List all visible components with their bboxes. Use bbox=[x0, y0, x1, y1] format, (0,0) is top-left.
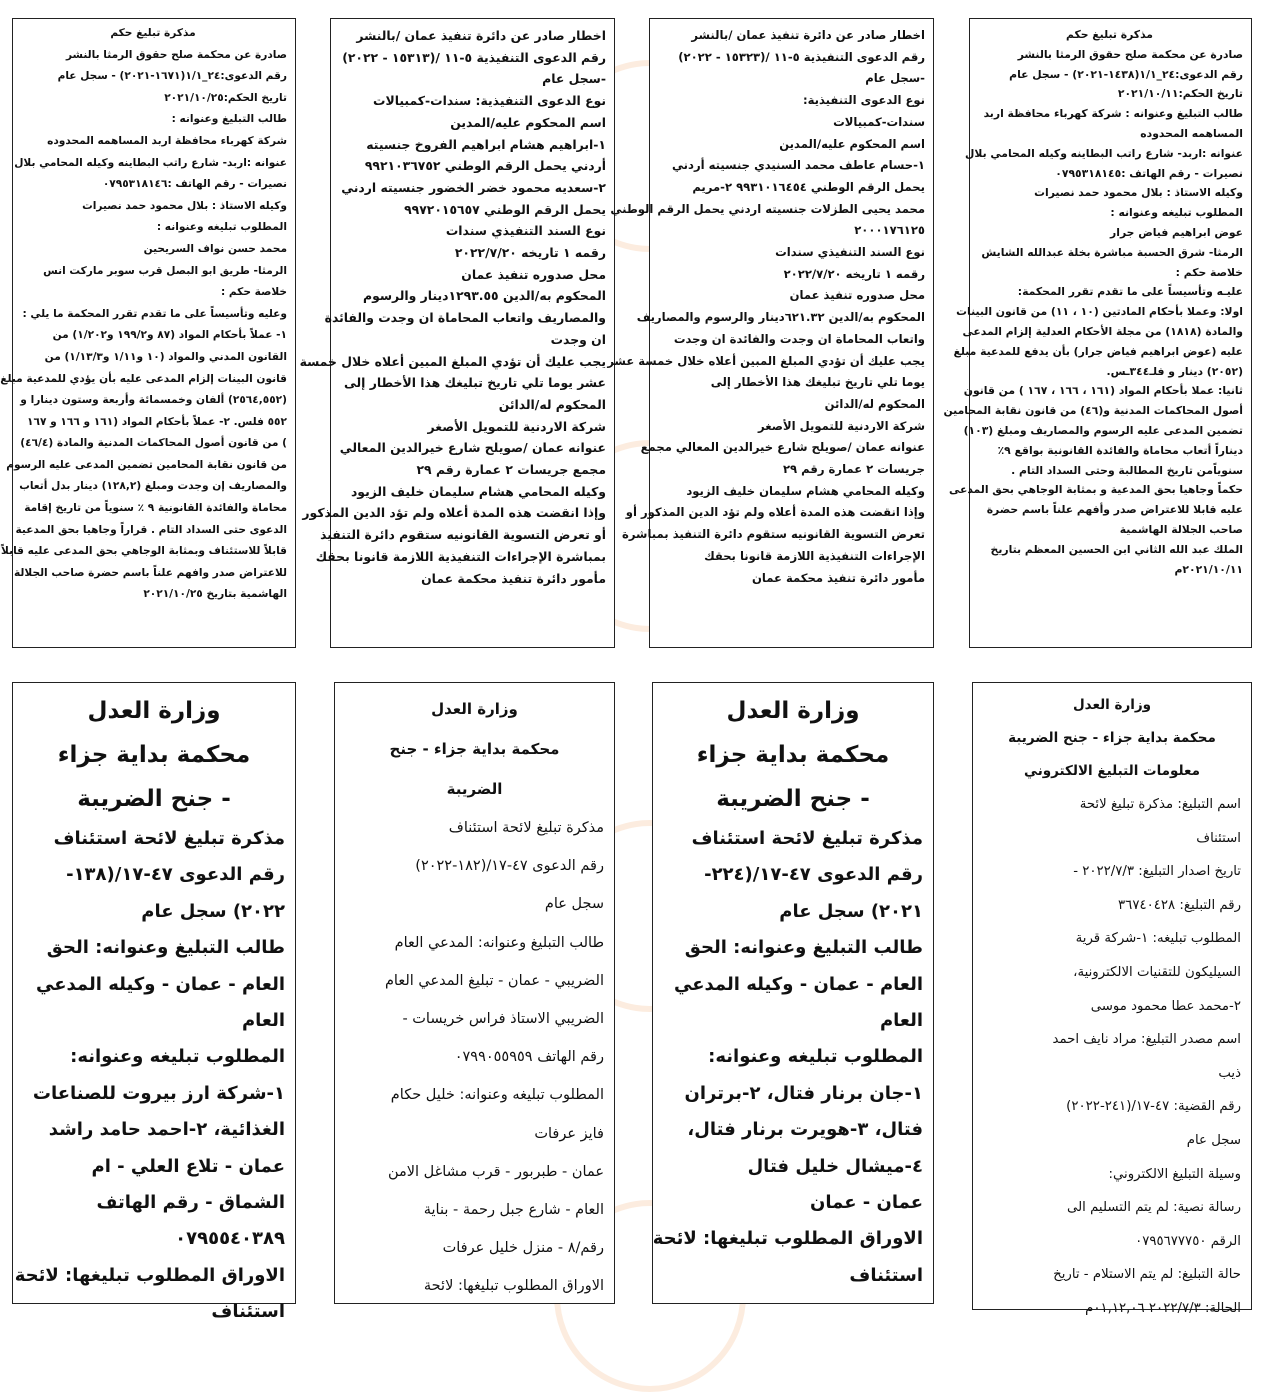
notice-line: العام bbox=[879, 1010, 923, 1032]
notice-line: الرمثا- شرق الحسبة مباشرة بخلة عبدالله الشايش bbox=[981, 245, 1243, 259]
notice-line: رقم الدعوى:٢٤_١/١(١٦٧١-٢٠٢١) - سجل عام bbox=[57, 70, 287, 83]
notice-line: عليه (عوض ابراهيم فياض جرار) بأن يدفع للمدعية مبلغ bbox=[953, 344, 1243, 358]
notice-line: ٢٠٢١/١٠/١١م bbox=[1174, 562, 1243, 576]
notice-line: استئناف bbox=[1196, 830, 1241, 846]
notice-line: المحكوم له/الدائن bbox=[498, 396, 606, 412]
ministry-title: وزارة العدل bbox=[87, 698, 221, 724]
notice-line: تعرض التسوية القانونيه ستقوم دائرة التنفيذ بمباشرة bbox=[621, 527, 925, 542]
notice-line: الاوراق المطلوب تبليغها: لائحة bbox=[423, 1278, 604, 1295]
notice-line: ١- عملاً بأحكام المواد (٨٧ و١٩٩/٢ و١/٢٠٢) من bbox=[52, 329, 287, 342]
notice-line: والمادة (١٨١٨) من مجلة الأحكام العدلية إلزام المدعى bbox=[962, 324, 1243, 338]
notice-line: رقم الدعوى التنفيذية ٥-١١ /(١٥٣٢٣ - ٢٠٢٢) bbox=[678, 49, 925, 64]
notice-line: ١-ابراهيم هشام ابراهيم الفروخ جنسيته bbox=[366, 136, 606, 152]
notice-line: أردني يحمل الرقم الوطني ٩٩٢١٠٣٦٧٥٢ bbox=[364, 158, 606, 174]
notice-line: يجب عليك أن تؤدي المبلغ المبين أعلاه خلال خمسة عشر bbox=[607, 353, 925, 368]
notice-text bbox=[943, 19, 1251, 579]
notice-line: نصيرات - رقم الهاتف :٠٧٩٥٣١٨١٤٦ bbox=[102, 178, 287, 191]
notice-line: الإجراءات التنفيذية اللازمة قانونا بحقك bbox=[704, 548, 925, 563]
notice-line: تضمين المدعى عليه الرسوم والمصاريف ومبلغ (١٠٣) bbox=[963, 423, 1243, 437]
notice-line: نوع السند التنفيذي سندات bbox=[445, 223, 606, 239]
notice-line: اسم المحكوم عليه/المدين bbox=[450, 114, 606, 130]
notice-line: ١-جان برنار فتال، ٢-برتران bbox=[684, 1082, 923, 1104]
notice-line: مذكرة تبليغ حكم bbox=[110, 27, 196, 39]
ministry-title: وزارة العدل bbox=[1072, 697, 1152, 713]
notice-line: -سجل عام bbox=[865, 71, 925, 86]
notice-line: المحكوم به/الدين ٦٢١.٣٢دينار والرسوم والمصاريف bbox=[636, 310, 925, 325]
notice-line: ٢-محمد عطا محمود موسى bbox=[1090, 998, 1241, 1014]
notice-line: طالب التبليغ وعنوانه: الحق bbox=[684, 937, 923, 959]
notice-line: عشر يوما تلي تاريخ تبليغك هذا الأخطار إلى bbox=[343, 375, 606, 391]
notice-line: طالب التبليغ وعنوانه : شركة كهرباء محافظة اربد bbox=[983, 107, 1243, 121]
notice-line: العام - عمان - وكيله المدعي bbox=[36, 973, 285, 995]
notice-line: أصول المحاكمات المدنية و(٤٦) من قانون نقابة المحامين bbox=[943, 404, 1243, 418]
notice-line: محمد يحيى الطزلات جنسيته اردني يحمل الرقم الوطني bbox=[610, 201, 925, 216]
notice-line: المطلوب تبليغه وعنوانه : bbox=[156, 221, 287, 234]
notice-text bbox=[652, 821, 923, 1294]
notice-line: خلاصة حكم : bbox=[220, 286, 287, 299]
notice-line: ١-شركة ارز بيروت للصناعات bbox=[32, 1082, 285, 1104]
notice-line: اسم المحكوم عليه/المدين bbox=[779, 136, 925, 151]
notice-line: -سجل عام bbox=[542, 71, 606, 87]
court-subtitle: - جنح الضريبة bbox=[716, 786, 870, 812]
notice-line: للاعتراض صدر وافهم علناً باسم حضرة صاحب الجلالة bbox=[14, 566, 287, 579]
notice-line: الدعوى حتى السداد التام . قراراً وجاهيا بحق المدعية bbox=[15, 523, 287, 536]
notice-line: العام - شارع جبل رحمة - بناية bbox=[423, 1202, 604, 1219]
notice-line: رسالة نصية: لم يتم التسليم الى bbox=[1067, 1200, 1241, 1216]
notice-line: قانون البينات إلزام المدعى عليه بأن يؤدي للمدعية مبلغ bbox=[0, 372, 287, 385]
notice-line: عمان - طبربور - قرب مشاغل الامن bbox=[387, 1163, 604, 1180]
notice-line: الضريبي - عمان - تبليغ المدعي العام bbox=[384, 972, 604, 989]
notice-line: صادرة عن محكمة صلح حقوق الرمثا بالنشر bbox=[1017, 47, 1243, 61]
notice-line: رقم الدعوى ٤٧-١٧/(١٣٨- bbox=[66, 864, 285, 886]
notice-amman-execution-2 bbox=[607, 18, 934, 648]
notice-line: الملك عبد الله الثاني ابن الحسين المعظم بتاريخ bbox=[990, 542, 1243, 556]
notice-line: حكماً وجاهيا بحق المدعية و بمثابة الوجاهي بحق المدعى bbox=[949, 483, 1243, 497]
notice-line: تاريخ اصدار التبليغ: ٢٠٢٢/٧/٣ - bbox=[1073, 864, 1241, 880]
notice-text bbox=[299, 19, 614, 589]
notice-line: محل صدوره تنفيذ عمان bbox=[461, 266, 606, 282]
notice-line: رقم الدعوى التنفيذية ٥-١١ /(١٥٣١٣ - ٢٠٢٢) bbox=[342, 49, 606, 65]
notice-line: سجل عام bbox=[1186, 1132, 1241, 1148]
notice-line: والمصاريف واتعاب المحاماة ان وجدت والفائدة bbox=[324, 310, 606, 326]
notice-line: ٠٧٩٥٥٤٠٣٨٩ bbox=[175, 1228, 285, 1250]
notice-text bbox=[14, 821, 285, 1331]
notice-line: قابلاً للاستئناف وبمثابة الوجاهي بحق المدعى عليه قابلاً bbox=[1, 545, 287, 558]
notice-line: اسم مصدر التبليغ: مراد نايف احمد bbox=[1052, 1032, 1241, 1048]
notice-line: يحمل الرقم الوطني ٩٩٧٢٠١٥٦٥٧ bbox=[404, 201, 606, 217]
notice-line: ديناراً أتعاب محاماة والفائدة القانونية بواقع ٩٪ bbox=[997, 443, 1243, 457]
notice-line: عمان - تلاع العلي - ام bbox=[91, 1155, 285, 1177]
notice-line: مذكرة تبليغ لائحة استئناف bbox=[53, 828, 285, 849]
notice-line: عنوانه عمان /صويلح شارع خيرالدين المعالي bbox=[339, 440, 606, 456]
notice-line: نصيرات - رقم الهاتف :٠٧٩٥٣١٨١٤٥ bbox=[1055, 166, 1243, 180]
notice-line: المطلوب تبليغه وعنوانه: bbox=[70, 1046, 285, 1068]
notice-line: والمصاريف إن وجدت ومبلغ (١٢٨,٢) دينار بدل أتعاب bbox=[19, 480, 287, 493]
notice-line: المساهمه المحدوده bbox=[1140, 126, 1243, 140]
notice-line: عوض ابراهيم فياض جرار bbox=[1110, 225, 1243, 239]
notice-line: المحكوم له/الدائن bbox=[824, 396, 925, 411]
notice-line: مجمع جريسات ٢ عمارة رقم ٢٩ bbox=[416, 462, 606, 478]
notice-ramtha-judgment-2 bbox=[943, 18, 1252, 648]
notice-line: اسم التبليغ: مذكرة تبليغ لائحة bbox=[1079, 797, 1241, 812]
notice-tax-appeal-3 bbox=[652, 682, 934, 1304]
notice-line: القانون المدني والمواد (١٠ و١/١١ و١/١٣/٣) من bbox=[44, 350, 287, 363]
notice-line: عنوانه عمان /صويلح شارع خيرالدين المعالي مجمع bbox=[640, 440, 925, 455]
notice-line: محل صدوره تنفيذ عمان bbox=[789, 288, 925, 303]
notice-line: رقم الدعوى ٤٧-١٧/(١٨٢-٢٠٢٢) bbox=[415, 858, 604, 875]
notice-line: ٢٠٢٢) سجل عام bbox=[141, 900, 285, 922]
notice-line: ) من قانون أصول المحاكمات المدنية والمادة (٤٦/٤) bbox=[20, 437, 287, 450]
notice-line: رقمه ١ تاريخه ٢٠٢٢/٧/٢٠ bbox=[454, 245, 606, 261]
notice-line: عليـه وتأسيساً على ما تقدم تقرر المحكمة: bbox=[1017, 285, 1243, 299]
notice-line: السيليكون للتقنيات الالكترونية، bbox=[1073, 964, 1241, 980]
notice-line: وكيله المحامي هشام سليمان خليف الزيود bbox=[350, 483, 606, 499]
notice-line: حالة التبليغ: لم يتم الاستلام - تاريخ bbox=[1053, 1267, 1241, 1283]
notice-line: مذكرة تبليغ حكم bbox=[1066, 28, 1153, 41]
notice-line: فتال، ٣-هويرت برنار فتال، bbox=[687, 1119, 923, 1141]
notice-line: عنوانه :اربد- شارع راتب البطاينه وكيله المحامي بلال bbox=[965, 146, 1243, 160]
notice-line: نوع السند التنفيذي سندات bbox=[775, 245, 925, 260]
notice-amman-execution-1 bbox=[299, 18, 615, 648]
notice-line: المطلوب تبليغه وعنوانه : bbox=[1110, 206, 1243, 220]
notice-electronic-notification bbox=[972, 682, 1252, 1316]
notice-line: سنوياًمن تاريخ المطالبة وحتى السداد التام . bbox=[1011, 463, 1243, 477]
notice-line: وإذا انقضت هذه المدة أعلاه ولم تؤد الدين المذكور أو bbox=[625, 505, 925, 520]
section-title: معلومات التبليغ الالكتروني bbox=[1024, 763, 1200, 779]
notice-line: جريسات ٢ عمارة رقم ٢٩ bbox=[782, 462, 925, 477]
notice-line: طالب التبليغ وعنوانه: المدعي العام bbox=[394, 934, 604, 951]
court-subtitle: الضريبة bbox=[446, 780, 503, 798]
notice-line: صادرة عن محكمة صلح حقوق الرمثا بالنشر bbox=[65, 48, 287, 61]
notice-line: اخطار صادر عن دائرة تنفيذ عمان /بالنشر bbox=[356, 28, 606, 43]
notice-line: اولا: وعملا بأحكام المادتين (١٠ ، ١١) من قانون البينات bbox=[956, 305, 1243, 319]
notice-line: رقم الدعوى ٤٧-١٧/(٢٢٤- bbox=[704, 864, 923, 886]
notice-ramtha-judgment-1 bbox=[0, 18, 296, 648]
notice-line: (٢٠٥٢) دينار و فلـ٣٤٤ـس. bbox=[1106, 364, 1243, 378]
notice-line: رقم/٨ - منزل خليل عرفات bbox=[442, 1240, 604, 1257]
notice-line: مأمور دائرة تنفيذ محكمة عمان bbox=[421, 570, 606, 586]
notice-line: تاريخ الحكم:٢٠٢١/١٠/١١ bbox=[1117, 87, 1243, 101]
notice-line: مذكرة تبليغ لائحة استئناف bbox=[691, 828, 923, 849]
notice-line: وكيله الاستاذ : بلال محمود حمد نصيرات bbox=[82, 199, 287, 212]
notice-line: ١-حسام عاطف محمد السنيدي جنسيته أردني bbox=[671, 158, 925, 173]
notice-line: طالب التبليغ وعنوانه : bbox=[171, 113, 287, 126]
notice-line: شركة الاردنية للتمويل الأصغر bbox=[427, 418, 606, 434]
notice-line: الرقم ٠٧٩٥٦٧٧٧٥٠ bbox=[1135, 1233, 1241, 1249]
court-title: محكمة بداية جزاء bbox=[696, 742, 890, 768]
notice-line: (٢٥٦٤,٥٥٢) ألفان وخمسمائة وأربعة وستون دينارا و bbox=[20, 394, 287, 407]
notice-line: اخطار صادر عن دائرة تنفيذ عمان /بالنشر bbox=[691, 28, 925, 42]
notice-line: الرمثا- طريق ابو البصل قرب سوبر ماركت انس bbox=[43, 264, 287, 277]
notice-line: وإذا انقضت هذه المدة أعلاه ولم تؤد الدين المذكور bbox=[302, 505, 606, 521]
ministry-title: وزارة العدل bbox=[726, 698, 860, 724]
notice-line: محاماة والفائدة القانونية ٩ ٪ سنوياً من تاريخ إقامة bbox=[24, 502, 287, 515]
notice-line: يجب عليك أن تؤدي المبلغ المبين أعلاه خلال خمسة bbox=[299, 353, 606, 369]
notice-line: نوع الدعوى التنفيذية: bbox=[802, 93, 925, 108]
notice-line: رقم الدعوى:٢٤_١/١(١٤٣٨-٢٠٢١) - سجل عام bbox=[1009, 67, 1243, 81]
notice-line: ٢٠٠٠١٧٦١٢٥ bbox=[854, 223, 925, 238]
notice-line: شركة كهرباء محافظة اربد المساهمه المحدوده bbox=[47, 134, 287, 147]
notice-line: يحمل الرقم الوطني ٩٩٣١٠١٦٤٥٤ ٢-مريم bbox=[692, 179, 925, 194]
notice-line: رقم الهاتف ٠٧٩٩٠٥٥٩٥٩ bbox=[454, 1049, 604, 1066]
notice-line: ٢-سعديه محمود خضر الخضور جنسيته اردني bbox=[341, 179, 606, 195]
notice-line: المحكوم به/الدين ١٢٩٣.٥٥دينار والرسوم bbox=[363, 288, 606, 304]
notice-line: الشماق - رقم الهاتف bbox=[96, 1192, 285, 1214]
notice-line: بمباشرة الإجراءات التنفيذية اللازمة قانونا بحقك bbox=[315, 548, 606, 564]
notice-line: ذيب bbox=[1218, 1065, 1241, 1081]
notice-line: رقم التبليغ: ٣٦٧٤٠٤٢٨ bbox=[1118, 897, 1241, 913]
notice-text bbox=[345, 809, 604, 1306]
notice-line: العام - عمان - وكيله المدعي bbox=[674, 973, 923, 995]
notice-line: مأمور دائرة تنفيذ محكمة عمان bbox=[751, 570, 925, 585]
notice-line: من قانون نقابة المحامين تضمين المدعى عليه الرسوم bbox=[6, 458, 287, 471]
notice-line: الحالة: ٢٠٢٢/٧/٣ ٠١,١٢,٠٦م bbox=[1085, 1300, 1241, 1316]
notice-line: عليه قابلا للاعتراض صدر وأفهم علناً باسم حضرة bbox=[986, 503, 1243, 517]
notice-line: وكيله المحامي هشام سليمان خليف الزيود bbox=[686, 483, 925, 498]
notice-line: المطلوب تبليغه وعنوانه: خليل حكام bbox=[390, 1087, 604, 1104]
notice-text bbox=[0, 19, 295, 606]
notice-line: تاريخ الحكم:٢٠٢١/١٠/٢٥ bbox=[164, 91, 287, 104]
notice-line: سجل عام bbox=[544, 896, 604, 913]
notice-line: وسيلة التبليغ الالكتروني: bbox=[1108, 1166, 1241, 1182]
notice-line: وعليه وتأسيساً على ما تقدم تقرر المحكمة ما يلي : bbox=[22, 307, 287, 320]
court-title: محكمة بداية جزاء - جنح bbox=[389, 740, 560, 758]
notice-line: الغذائية، ٢-احمد حامد راشد bbox=[48, 1119, 285, 1141]
notice-line: رقم القضية: ٤٧-١٧/(٢٤١-٢٠٢٢) bbox=[1066, 1099, 1241, 1115]
notice-text bbox=[607, 19, 933, 589]
notice-line: نوع الدعوى التنفيذية: سندات-كمبيالات bbox=[373, 93, 606, 109]
notice-text bbox=[983, 788, 1241, 1326]
notice-line: ٤-ميشال خليل فتال bbox=[747, 1155, 923, 1177]
notice-line: استئناف bbox=[211, 1301, 285, 1323]
notice-line: عنوانه :اربد- شارع راتب البطاينه وكيله المحامي بلال bbox=[14, 156, 287, 169]
notice-line: فايز عرفات bbox=[534, 1125, 604, 1142]
notice-line: الاوراق المطلوب تبليغها: لائحة bbox=[652, 1228, 923, 1250]
notice-line: صاحب الجلالة الهاشمية bbox=[1119, 522, 1243, 536]
notice-line: واتعاب المحاماة ان وجدت والفائدة ان وجدت bbox=[673, 331, 925, 346]
court-title: محكمة بداية جزاء - جنح الضريبة bbox=[1008, 730, 1216, 746]
court-title: محكمة بداية جزاء bbox=[57, 742, 251, 768]
notice-line: الاوراق المطلوب تبليغها: لائحة bbox=[14, 1264, 285, 1286]
notice-line: رقمه ١ تاريخه ٢٠٢٢/٧/٢٠ bbox=[783, 266, 925, 281]
notice-line: طالب التبليغ وعنوانه: الحق bbox=[46, 937, 285, 959]
notice-line: ثانيا: عملا بأحكام المواد (١٦١ ، ١٦٦ ، ١٦٧ ) من قانون bbox=[963, 384, 1243, 398]
notice-line: سندات-كمبيالات bbox=[833, 114, 925, 129]
notice-line: وكيله الاستاذ : بلال محمود حمد نصيرات bbox=[1034, 186, 1243, 200]
notice-line: العام bbox=[241, 1010, 285, 1032]
notice-line: أو تعرض التسوية القانونيه ستقوم دائرة التنفيذ bbox=[320, 527, 606, 543]
court-subtitle: - جنح الضريبة bbox=[77, 786, 231, 812]
notice-line: الضريبي الاستاذ فراس خريسات - bbox=[402, 1011, 604, 1028]
notice-line: خلاصة حكم : bbox=[1175, 265, 1243, 279]
notice-line: استئناف bbox=[849, 1264, 923, 1286]
notice-line: ان وجدت bbox=[550, 331, 606, 347]
notice-line: مذكرة تبليغ لائحة استئناف bbox=[448, 820, 604, 836]
notice-line: ٢٠٢١) سجل عام bbox=[779, 900, 923, 922]
notice-line: المطلوب تبليغه وعنوانه: bbox=[708, 1046, 923, 1068]
notice-line: يوما تلي تاريخ تبليغك هذا الأخطار إلى bbox=[710, 375, 925, 390]
notice-line: ٥٥٢ فلس. ٢- عملاً بأحكام المواد (١٦١ و ١٦٦ و ١٦٧ bbox=[27, 415, 287, 428]
notice-tax-appeal-1 bbox=[12, 682, 296, 1323]
notice-line: الهاشمية بتاريخ ٢٠٢١/١٠/٢٥ bbox=[143, 588, 287, 601]
notice-line: المطلوب تبليغه: ١-شركة قرية bbox=[1075, 931, 1241, 947]
notice-line: عمان - عمان bbox=[810, 1192, 923, 1214]
ministry-title: وزارة العدل bbox=[431, 700, 518, 718]
notice-line: محمد حسن نواف السريحين bbox=[143, 242, 287, 255]
notice-line: شركة الاردنية للتمويل الأصغر bbox=[758, 418, 925, 433]
notice-tax-appeal-2 bbox=[334, 682, 615, 1304]
